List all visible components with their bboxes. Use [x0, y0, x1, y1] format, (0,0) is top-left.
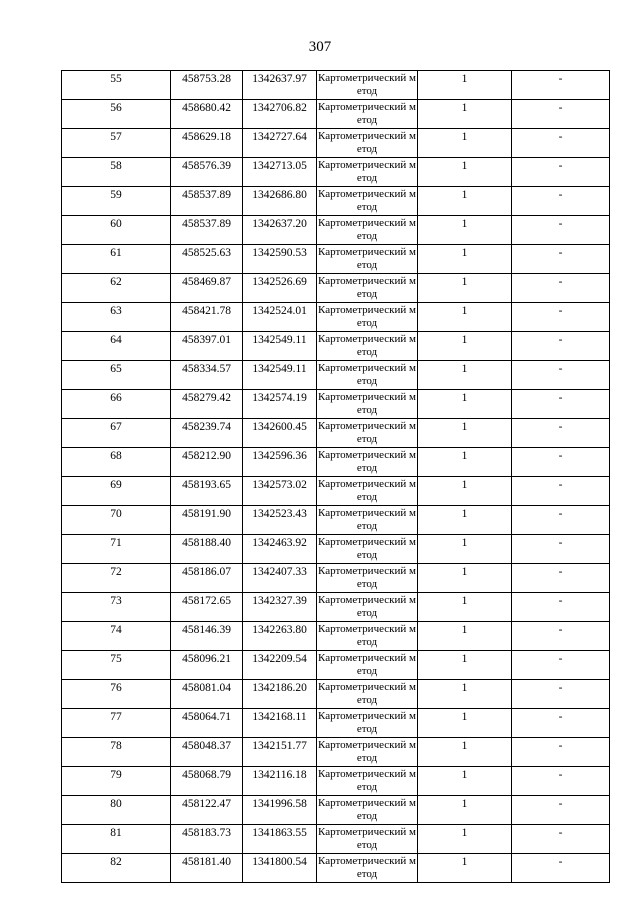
- coordinates-table: [61, 70, 610, 883]
- accuracy-cell: 1: [418, 71, 512, 100]
- point-number-cell: 59: [62, 187, 171, 216]
- extra-cell: -: [512, 187, 610, 216]
- extra-cell: -: [512, 100, 610, 129]
- method-cell: Картометрический метод: [317, 651, 418, 680]
- accuracy-cell: 1: [418, 622, 512, 651]
- y-coordinate-cell: 1342600.45: [243, 419, 317, 448]
- extra-cell: -: [512, 854, 610, 883]
- x-coordinate-cell: 458212.90: [171, 448, 243, 477]
- extra-cell: -: [512, 216, 610, 245]
- accuracy-cell: 1: [418, 767, 512, 796]
- extra-cell: -: [512, 825, 610, 854]
- table-row: [62, 71, 610, 100]
- accuracy-cell: 1: [418, 245, 512, 274]
- y-coordinate-cell: 1342590.53: [243, 245, 317, 274]
- point-number-cell: 57: [62, 129, 171, 158]
- y-coordinate-cell: 1342549.11: [243, 332, 317, 361]
- method-cell: Картометрический метод: [317, 709, 418, 738]
- accuracy-cell: 1: [418, 100, 512, 129]
- point-number-cell: 67: [62, 419, 171, 448]
- y-coordinate-cell: 1341800.54: [243, 854, 317, 883]
- point-number-cell: 71: [62, 535, 171, 564]
- y-coordinate-cell: 1342596.36: [243, 448, 317, 477]
- page-number: 307: [308, 39, 332, 55]
- x-coordinate-cell: 458064.71: [171, 709, 243, 738]
- accuracy-cell: 1: [418, 158, 512, 187]
- table-row: [62, 158, 610, 187]
- x-coordinate-cell: 458525.63: [171, 245, 243, 274]
- x-coordinate-cell: 458181.40: [171, 854, 243, 883]
- method-cell: Картометрический метод: [317, 448, 418, 477]
- y-coordinate-cell: 1342151.77: [243, 738, 317, 767]
- extra-cell: -: [512, 738, 610, 767]
- extra-cell: -: [512, 767, 610, 796]
- accuracy-cell: 1: [418, 709, 512, 738]
- method-cell: Картометрический метод: [317, 390, 418, 419]
- method-cell: Картометрический метод: [317, 854, 418, 883]
- x-coordinate-cell: 458146.39: [171, 622, 243, 651]
- method-cell: Картометрический метод: [317, 477, 418, 506]
- table-row: [62, 332, 610, 361]
- extra-cell: -: [512, 477, 610, 506]
- x-coordinate-cell: 458183.73: [171, 825, 243, 854]
- extra-cell: -: [512, 506, 610, 535]
- x-coordinate-cell: 458191.90: [171, 506, 243, 535]
- y-coordinate-cell: 1342637.20: [243, 216, 317, 245]
- extra-cell: -: [512, 419, 610, 448]
- point-number-cell: 60: [62, 216, 171, 245]
- accuracy-cell: 1: [418, 332, 512, 361]
- extra-cell: -: [512, 448, 610, 477]
- y-coordinate-cell: 1342713.05: [243, 158, 317, 187]
- accuracy-cell: 1: [418, 303, 512, 332]
- table-row: [62, 506, 610, 535]
- point-number-cell: 58: [62, 158, 171, 187]
- accuracy-cell: 1: [418, 506, 512, 535]
- extra-cell: -: [512, 361, 610, 390]
- extra-cell: -: [512, 71, 610, 100]
- method-cell: Картометрический метод: [317, 419, 418, 448]
- extra-cell: -: [512, 709, 610, 738]
- method-cell: Картометрический метод: [317, 680, 418, 709]
- y-coordinate-cell: 1342573.02: [243, 477, 317, 506]
- table-row: [62, 274, 610, 303]
- table-row: [62, 796, 610, 825]
- method-cell: Картометрический метод: [317, 216, 418, 245]
- table-row: [62, 593, 610, 622]
- table-row: [62, 361, 610, 390]
- accuracy-cell: 1: [418, 129, 512, 158]
- y-coordinate-cell: 1342186.20: [243, 680, 317, 709]
- table-row: [62, 680, 610, 709]
- x-coordinate-cell: 458239.74: [171, 419, 243, 448]
- accuracy-cell: 1: [418, 390, 512, 419]
- accuracy-cell: 1: [418, 796, 512, 825]
- table-row: [62, 100, 610, 129]
- method-cell: Картометрический метод: [317, 303, 418, 332]
- method-cell: Картометрический метод: [317, 158, 418, 187]
- accuracy-cell: 1: [418, 651, 512, 680]
- table-row: [62, 129, 610, 158]
- point-number-cell: 68: [62, 448, 171, 477]
- table-row: [62, 651, 610, 680]
- point-number-cell: 70: [62, 506, 171, 535]
- method-cell: Картометрический метод: [317, 332, 418, 361]
- point-number-cell: 77: [62, 709, 171, 738]
- x-coordinate-cell: 458096.21: [171, 651, 243, 680]
- point-number-cell: 64: [62, 332, 171, 361]
- point-number-cell: 61: [62, 245, 171, 274]
- table-row: [62, 448, 610, 477]
- y-coordinate-cell: 1342574.19: [243, 390, 317, 419]
- y-coordinate-cell: 1342263.80: [243, 622, 317, 651]
- y-coordinate-cell: 1342524.01: [243, 303, 317, 332]
- method-cell: Картометрический метод: [317, 535, 418, 564]
- method-cell: Картометрический метод: [317, 361, 418, 390]
- x-coordinate-cell: 458068.79: [171, 767, 243, 796]
- y-coordinate-cell: 1342168.11: [243, 709, 317, 738]
- x-coordinate-cell: 458279.42: [171, 390, 243, 419]
- accuracy-cell: 1: [418, 825, 512, 854]
- table-row: [62, 187, 610, 216]
- x-coordinate-cell: 458397.01: [171, 332, 243, 361]
- point-number-cell: 65: [62, 361, 171, 390]
- extra-cell: -: [512, 129, 610, 158]
- accuracy-cell: 1: [418, 216, 512, 245]
- extra-cell: -: [512, 651, 610, 680]
- y-coordinate-cell: 1342526.69: [243, 274, 317, 303]
- y-coordinate-cell: 1342407.33: [243, 564, 317, 593]
- x-coordinate-cell: 458172.65: [171, 593, 243, 622]
- table-row: [62, 854, 610, 883]
- point-number-cell: 81: [62, 825, 171, 854]
- x-coordinate-cell: 458537.89: [171, 187, 243, 216]
- accuracy-cell: 1: [418, 680, 512, 709]
- accuracy-cell: 1: [418, 564, 512, 593]
- accuracy-cell: 1: [418, 477, 512, 506]
- y-coordinate-cell: 1342327.39: [243, 593, 317, 622]
- accuracy-cell: 1: [418, 419, 512, 448]
- point-number-cell: 73: [62, 593, 171, 622]
- method-cell: Картометрический метод: [317, 187, 418, 216]
- method-cell: Картометрический метод: [317, 506, 418, 535]
- point-number-cell: 62: [62, 274, 171, 303]
- method-cell: Картометрический метод: [317, 564, 418, 593]
- y-coordinate-cell: 1342523.43: [243, 506, 317, 535]
- method-cell: Картометрический метод: [317, 593, 418, 622]
- point-number-cell: 75: [62, 651, 171, 680]
- accuracy-cell: 1: [418, 448, 512, 477]
- method-cell: Картометрический метод: [317, 622, 418, 651]
- accuracy-cell: 1: [418, 593, 512, 622]
- table-row: [62, 477, 610, 506]
- x-coordinate-cell: 458186.07: [171, 564, 243, 593]
- point-number-cell: 72: [62, 564, 171, 593]
- x-coordinate-cell: 458629.18: [171, 129, 243, 158]
- accuracy-cell: 1: [418, 738, 512, 767]
- table-row: [62, 738, 610, 767]
- extra-cell: -: [512, 274, 610, 303]
- method-cell: Картометрический метод: [317, 71, 418, 100]
- method-cell: Картометрический метод: [317, 274, 418, 303]
- x-coordinate-cell: 458048.37: [171, 738, 243, 767]
- x-coordinate-cell: 458537.89: [171, 216, 243, 245]
- table-row: [62, 767, 610, 796]
- point-number-cell: 56: [62, 100, 171, 129]
- y-coordinate-cell: 1342209.54: [243, 651, 317, 680]
- point-number-cell: 55: [62, 71, 171, 100]
- accuracy-cell: 1: [418, 854, 512, 883]
- x-coordinate-cell: 458680.42: [171, 100, 243, 129]
- method-cell: Картометрический метод: [317, 738, 418, 767]
- x-coordinate-cell: 458081.04: [171, 680, 243, 709]
- accuracy-cell: 1: [418, 361, 512, 390]
- point-number-cell: 69: [62, 477, 171, 506]
- y-coordinate-cell: 1342706.82: [243, 100, 317, 129]
- extra-cell: -: [512, 796, 610, 825]
- extra-cell: -: [512, 390, 610, 419]
- table-row: [62, 535, 610, 564]
- point-number-cell: 82: [62, 854, 171, 883]
- method-cell: Картометрический метод: [317, 796, 418, 825]
- table-row: [62, 709, 610, 738]
- table-row: [62, 419, 610, 448]
- extra-cell: -: [512, 245, 610, 274]
- table-row: [62, 245, 610, 274]
- table-row: [62, 216, 610, 245]
- extra-cell: -: [512, 564, 610, 593]
- x-coordinate-cell: 458421.78: [171, 303, 243, 332]
- coordinates-table-body: [62, 71, 610, 883]
- x-coordinate-cell: 458753.28: [171, 71, 243, 100]
- extra-cell: -: [512, 303, 610, 332]
- y-coordinate-cell: 1342727.64: [243, 129, 317, 158]
- y-coordinate-cell: 1342686.80: [243, 187, 317, 216]
- accuracy-cell: 1: [418, 187, 512, 216]
- point-number-cell: 78: [62, 738, 171, 767]
- x-coordinate-cell: 458122.47: [171, 796, 243, 825]
- table-row: [62, 390, 610, 419]
- method-cell: Картометрический метод: [317, 825, 418, 854]
- point-number-cell: 66: [62, 390, 171, 419]
- y-coordinate-cell: 1342549.11: [243, 361, 317, 390]
- x-coordinate-cell: 458334.57: [171, 361, 243, 390]
- extra-cell: -: [512, 680, 610, 709]
- point-number-cell: 63: [62, 303, 171, 332]
- x-coordinate-cell: 458469.87: [171, 274, 243, 303]
- accuracy-cell: 1: [418, 274, 512, 303]
- point-number-cell: 74: [62, 622, 171, 651]
- table-row: [62, 564, 610, 593]
- method-cell: Картометрический метод: [317, 100, 418, 129]
- y-coordinate-cell: 1342116.18: [243, 767, 317, 796]
- method-cell: Картометрический метод: [317, 245, 418, 274]
- y-coordinate-cell: 1341863.55: [243, 825, 317, 854]
- table-row: [62, 825, 610, 854]
- y-coordinate-cell: 1342463.92: [243, 535, 317, 564]
- x-coordinate-cell: 458188.40: [171, 535, 243, 564]
- table-row: [62, 622, 610, 651]
- extra-cell: -: [512, 158, 610, 187]
- method-cell: Картометрический метод: [317, 767, 418, 796]
- extra-cell: -: [512, 593, 610, 622]
- point-number-cell: 80: [62, 796, 171, 825]
- y-coordinate-cell: 1341996.58: [243, 796, 317, 825]
- x-coordinate-cell: 458576.39: [171, 158, 243, 187]
- point-number-cell: 76: [62, 680, 171, 709]
- y-coordinate-cell: 1342637.97: [243, 71, 317, 100]
- extra-cell: -: [512, 535, 610, 564]
- table-row: [62, 303, 610, 332]
- accuracy-cell: 1: [418, 535, 512, 564]
- point-number-cell: 79: [62, 767, 171, 796]
- extra-cell: -: [512, 622, 610, 651]
- method-cell: Картометрический метод: [317, 129, 418, 158]
- x-coordinate-cell: 458193.65: [171, 477, 243, 506]
- extra-cell: -: [512, 332, 610, 361]
